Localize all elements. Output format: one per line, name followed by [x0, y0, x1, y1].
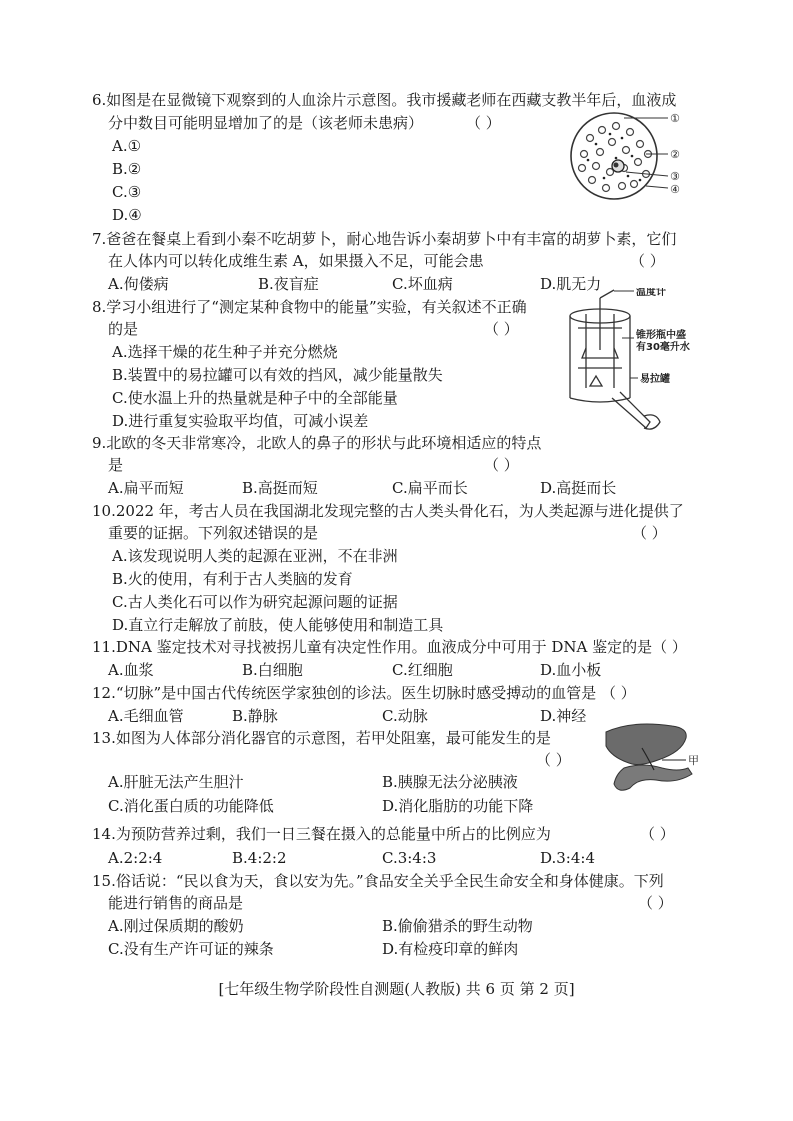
- q7-option-d: D.肌无力: [540, 275, 602, 293]
- q10-option-d: D.直立行走解放了前肢，使人能够使用和制造工具: [112, 616, 444, 634]
- label-flask: 锥形瓶中盛: [636, 330, 686, 341]
- q8-stem-line1: 8.学习小组进行了“测定某种食物中的能量”实验，有关叙述不正确: [92, 298, 527, 316]
- q10-option-c: C.古人类化石可以作为研究起源问题的证据: [112, 593, 398, 611]
- q14-option-a: A.2:2:4: [108, 849, 163, 867]
- q8-option-d: D.进行重复实验取平均值，可减小误差: [112, 412, 369, 430]
- q7-answer-paren: （ ）: [630, 252, 665, 270]
- q7-stem-line1: 7.爸爸在餐桌上看到小秦不吃胡萝卜，耐心地告诉小秦胡萝卜中有丰富的胡萝卜素，它们: [92, 230, 677, 248]
- q11-option-b: B.白细胞: [242, 661, 303, 679]
- label-water: 有30毫升水: [636, 342, 690, 353]
- q15-answer-paren: （ ）: [638, 894, 673, 912]
- q6-option-b: B.②: [112, 160, 142, 178]
- q14-stem-line1: 14.为预防营养过剩，我们一日三餐在摄入的总能量中所占的比例应为: [92, 825, 551, 843]
- blood-label-1: ①: [670, 112, 680, 125]
- q9-option-c: C.扁平而长: [392, 479, 468, 497]
- q6-option-c: C.③: [112, 183, 142, 201]
- q13-answer-paren: （ ）: [536, 751, 571, 769]
- calorimeter-figure: [560, 288, 700, 436]
- q8-option-b: B.装置中的易拉罐可以有效的挡风，减少能量散失: [112, 366, 443, 384]
- q13-option-d: D.消化脂肪的功能下降: [382, 797, 534, 815]
- q13-option-c: C.消化蛋白质的功能降低: [108, 797, 274, 815]
- q13-option-b: B.胰腺无法分泌胰液: [382, 773, 518, 791]
- blood-smear-figure: [566, 108, 696, 204]
- q8-stem-line2: 的是: [108, 320, 139, 338]
- q10-option-a: A.该发现说明人类的起源在亚洲，不在非洲: [112, 547, 398, 565]
- blood-label-2: ②: [670, 148, 680, 161]
- q15-option-a: A.刚过保质期的酸奶: [108, 917, 244, 935]
- q9-stem-line2: 是: [108, 456, 124, 474]
- blood-label-3: ③: [670, 170, 680, 183]
- label-thermometer: 温度计: [636, 288, 666, 298]
- q15-option-b: B.偷偷猎杀的野生动物: [382, 917, 533, 935]
- q14-answer-paren: （ ）: [640, 825, 675, 843]
- q14-option-c: C.3:4:3: [382, 849, 437, 867]
- q7-stem-line2: 在人体内可以转化成维生素 A，如果摄入不足，可能会患: [108, 252, 484, 270]
- q10-option-b: B.火的使用，有利于古人类脑的发育: [112, 570, 353, 588]
- q9-option-b: B.高挺而短: [242, 479, 318, 497]
- q11-option-c: C.红细胞: [392, 661, 453, 679]
- q10-stem-line2: 重要的证据。下列叙述错误的是: [108, 524, 319, 542]
- q8-option-a: A.选择干燥的花生种子并充分燃烧: [112, 343, 338, 361]
- q7-option-b: B.夜盲症: [258, 275, 319, 293]
- label-can: 易拉罐: [640, 374, 670, 385]
- q10-stem-line1: 10.2022 年，考古人员在我国湖北发现完整的古人类头骨化石，为人类起源与进化提供了: [92, 502, 684, 520]
- q6-option-a: A.①: [112, 137, 142, 155]
- q6-stem-line1: 6.如图是在显微镜下观察到的人血涂片示意图。我市援藏老师在西藏支教半年后，血液成: [92, 91, 677, 109]
- q9-option-d: D.高挺而长: [540, 479, 617, 497]
- digestive-organs-figure: [602, 718, 702, 802]
- q11-option-a: A.血浆: [108, 661, 154, 679]
- q6-stem-line2: 分中数目可能明显增加了的是（该老师未患病）: [108, 114, 424, 132]
- blood-label-4: ④: [670, 183, 680, 196]
- q15-stem-line2: 能进行销售的商品是: [108, 894, 244, 912]
- q14-option-d: D.3:4:4: [540, 849, 595, 867]
- q10-answer-paren: （ ）: [632, 524, 667, 542]
- q7-option-c: C.坏血病: [392, 275, 453, 293]
- q11-option-d: D.血小板: [540, 661, 602, 679]
- q8-answer-paren: （ ）: [484, 320, 519, 338]
- q9-answer-paren: （ ）: [484, 456, 519, 474]
- q15-stem-line1: 15.俗话说：“民以食为天，食以安为先。”食品安全关乎全民生命安全和身体健康。下列: [92, 872, 664, 890]
- q15-option-d: D.有检疫印章的鲜肉: [382, 940, 519, 958]
- label-jia: 甲: [688, 754, 699, 767]
- q12-option-d: D.神经: [540, 707, 587, 725]
- q6-answer-paren: （ ）: [466, 114, 501, 132]
- page-footer: [七年级生物学阶段性自测题(人教版) 共 6 页 第 2 页]: [218, 980, 575, 998]
- q13-option-a: A.肝脏无法产生胆汁: [108, 773, 244, 791]
- q14-option-b: B.4:2:2: [232, 849, 287, 867]
- q13-stem-line1: 13.如图为人体部分消化器官的示意图，若甲处阻塞，最可能发生的是: [92, 729, 551, 747]
- q15-option-c: C.没有生产许可证的辣条: [108, 940, 274, 958]
- q9-option-a: A.扁平而短: [108, 479, 184, 497]
- q12-option-b: B.静脉: [232, 707, 278, 725]
- q7-option-a: A.佝偻病: [108, 275, 169, 293]
- q11-stem-line1: 11.DNA 鉴定技术对寻找被拐儿童有决定性作用。血液成分中可用于 DNA 鉴定的是（ ）: [92, 638, 687, 656]
- q12-stem-line1: 12.“切脉”是中国古代传统医学家独创的诊法。医生切脉时感受搏动的血管是 （ ）: [92, 684, 636, 702]
- q12-option-c: C.动脉: [382, 707, 428, 725]
- q12-option-a: A.毛细血管: [108, 707, 184, 725]
- q6-option-d: D.④: [112, 206, 142, 224]
- q8-option-c: C.使水温上升的热量就是种子中的全部能量: [112, 389, 398, 407]
- q9-stem-line1: 9.北欧的冬天非常寒冷，北欧人的鼻子的形状与此环境相适应的特点: [92, 434, 542, 452]
